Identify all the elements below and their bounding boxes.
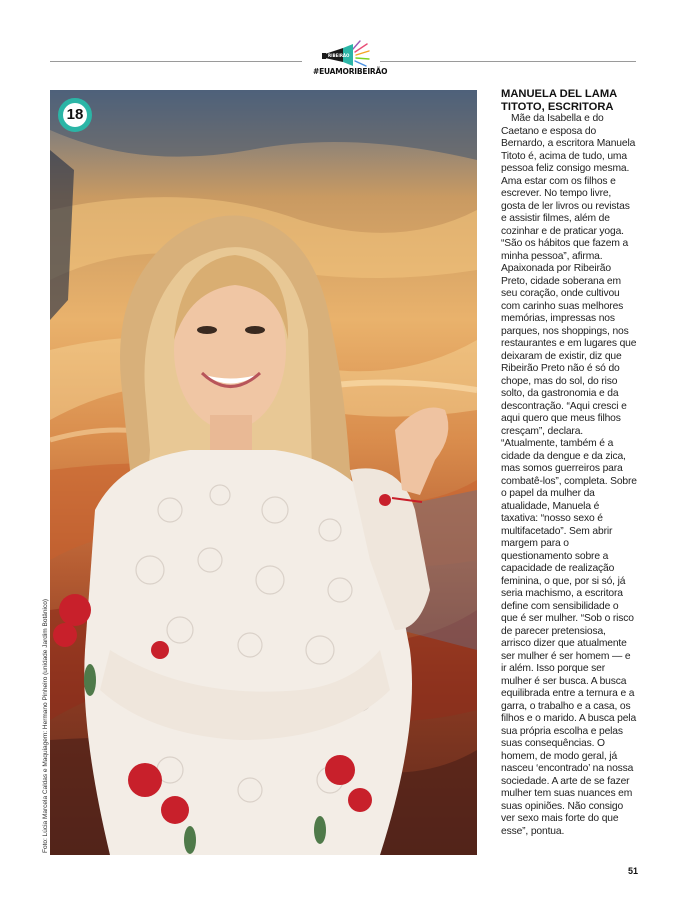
photo-credit: Foto: Lúcia Marcela Caldas e Maquiagem: Hermano Pinheiro (unidade Jardim Botânico) (42, 599, 49, 853)
page-number: 51 (627, 866, 638, 876)
header-rule-left (50, 61, 302, 62)
header-rule-right (380, 61, 636, 62)
header-logo (313, 40, 388, 82)
article-title: MANUELA DEL LAMA TITOTO, ESCRITORA (501, 88, 617, 113)
portrait-photo (50, 90, 477, 855)
number-badge (58, 98, 92, 132)
article-column (501, 88, 637, 838)
number-badge-label: 18 (63, 103, 87, 127)
article-body: Mãe da Isabella e do Caetano e esposa do Bernardo, a escritora Manuela Titoto é, acima de tudo, uma pessoa feliz consigo mesma. Ama estar com os filhos e escrever. No tempo livre, gosta de ler livros ou revistas e assistir filmes, além de cozinhar e de praticar yoga. “São os hábitos que fazem a minha pessoa”, afirma. Apaixonada por Ribeirão Preto, cidade soberana em seu coração, onde cultivou com carinho suas melhores memórias, impressas nos parques, nos shoppings, nos restaurantes e em lugares que deixaram de existir, diz que Ribeirão Preto não é só do chope, mas do sol, do riso solto, da gastronomia e da descontração. “Aqui cresci e aqui quero que meus filhos cresçam”, declara. “Atualmente, também é a cidade da dengue e da zica, mas somos guerreiros para combatê-los”, completa. Sobre o papel da mulher da atualidade, Manuela é taxativa: “nosso sexo é multifacetado”. Sem abrir margem para o questionamento sobre a capacidade de realização feminina, o que, por si só, já seria machismo, a escritora define com sensibilidade o que é ser mulher. “Sob o risco de parecer pretensiosa, arrisco dizer que atualmente ser mulher é ser homem — e ir além. Isso porque ser mulher é ser busca. A busca equilibrada entre a ternura e a garra, o trabalho e a casa, os filhos e o marido. A busca pela sua própria escolha e pelas suas consequências. O homem, de modo geral, já nasceu ‘encontrado’ na nossa sociedade. A arte de se fazer mulher tem suas nuances em suas opiniões. Não consigo ver sexo mais forte do que esse”, pontua. (501, 113, 637, 837)
svg-text:RIBEIRÃO: RIBEIRÃO (328, 53, 350, 58)
logo-hashtag: #EUAMORIBEIRÃO (313, 67, 388, 76)
megaphone-icon (319, 40, 371, 68)
